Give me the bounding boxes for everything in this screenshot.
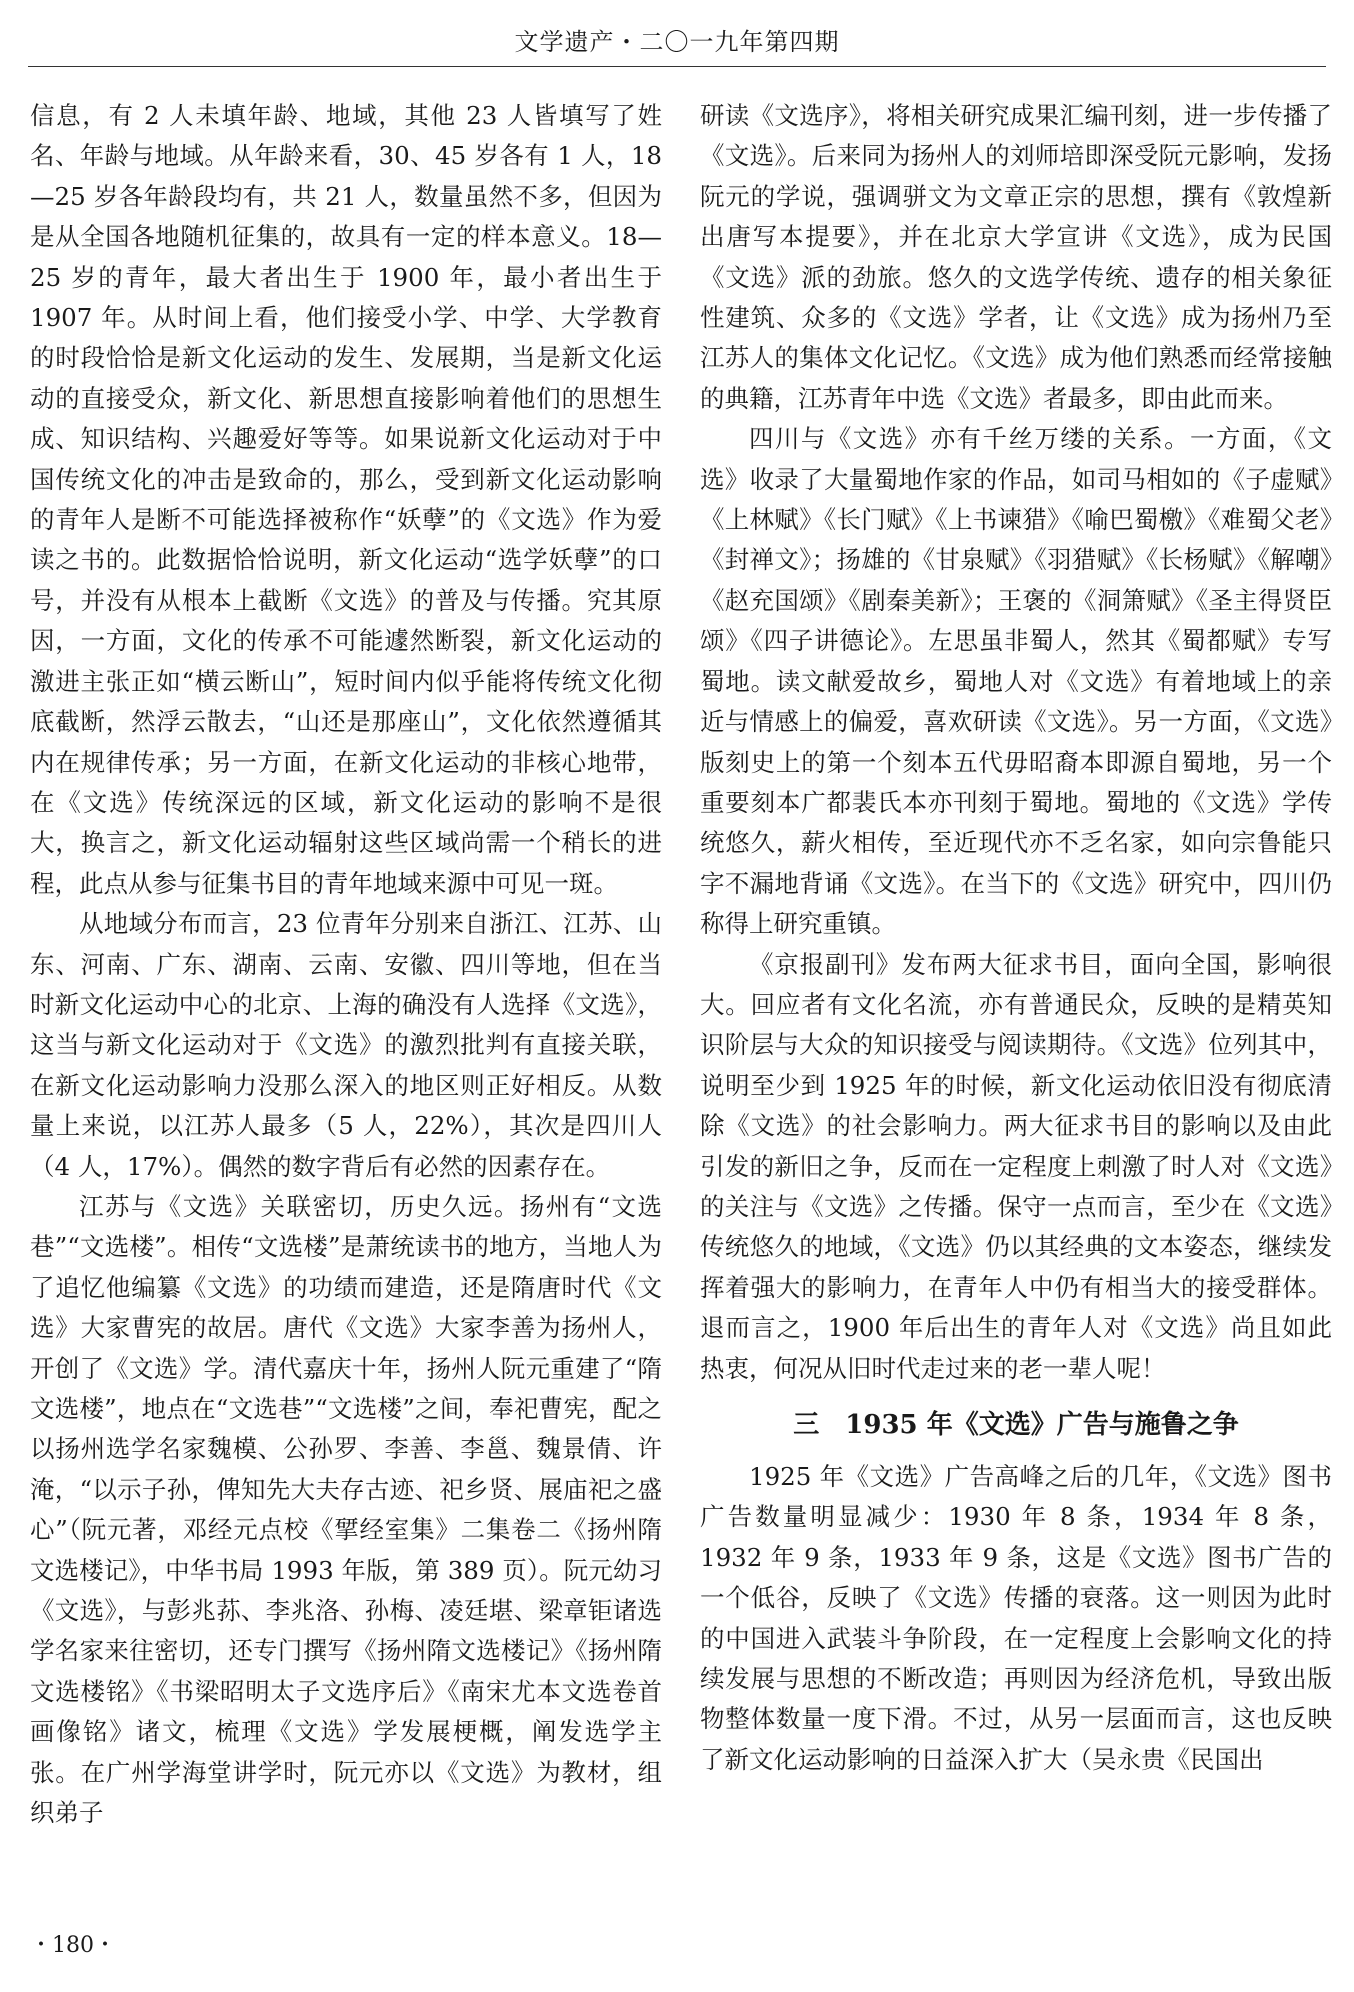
right-paragraph-3: 《京报副刊》发布两大征求书目，面向全国，影响很大。回应者有文化名流，亦有普通民众，反映的是精英知识阶层与大众的知识接受与阅读期待。《文选》位列其中，说明至少到 1925 年的时候，新文化运动依旧没有彻底清除《文选》的社会影响力。两大征求书目的影响以及由此引发的新旧之争，反而在一定程度上刺激了时人对《文选》的关注与《文选》之传播。保守一点而言，至少在《文选》传统悠久的地域，《文选》仍以其经典的文本姿态，继续发挥着强大的影响力，在青年人中仍有相当大的接受群体。退而言之，1900 年后出生的青年人对《文选》尚且如此热衷，何况从旧时代走过来的老一辈人呢！ bbox=[700, 949, 1332, 1383]
right-paragraph-2: 四川与《文选》亦有千丝万缕的关系。一方面，《文选》收录了大量蜀地作家的作品，如司马相如的《子虚赋》《上林赋》《长门赋》《上书谏猎》《喻巴蜀檄》《难蜀父老》《封禅文》；扬雄的《甘泉赋》《羽猎赋》《长杨赋》《解嘲》《赵充国颂》《剧秦美新》；王褒的《洞箫赋》《圣主得贤臣颂》《四子讲德论》。左思虽非蜀人，然其《蜀都赋》专写蜀地。读文献爱故乡，蜀地人对《文选》有着地域上的亲近与情感上的偏爱，喜欢研读《文选》。另一方面，《文选》版刻史上的第一个刻本五代毋昭裔本即源自蜀地，另一个重要刻本广都裴氏本亦刊刻于蜀地。蜀地的《文选》学传统悠久，薪火相传，至近现代亦不乏名家，如向宗鲁能只字不漏地背诵《文选》。在当下的《文选》研究中，四川仍称得上研究重镇。 bbox=[700, 424, 1332, 939]
left-paragraph-2: 从地域分布而言，23 位青年分别来自浙江、江苏、山东、河南、广东、湖南、云南、安徽、四川等地，但在当时新文化运动中心的北京、上海的确没有人选择《文选》，这当与新文化运动对于《文选》的激烈批判有直接关联，在新文化运动影响力没那么深入的地区则正好相反。从数量上来说，以江苏人最多（5 人，22%），其次是四川人（4 人，17%）。偶然的数字背后有必然的因素存在。 bbox=[30, 909, 662, 1181]
left-paragraph-3: 江苏与《文选》关联密切，历史久远。扬州有“文选巷”“文选楼”。相传“文选楼”是萧统读书的地方，当地人为了追忆他编纂《文选》的功绩而建造，还是隋唐时代《文选》大家曹宪的故居。唐代《文选》大家李善为扬州人，开创了《文选》学。清代嘉庆十年，扬州人阮元重建了“隋文选楼”，地点在“文选巷”“文选楼”之间，奉祀曹宪，配之以扬州选学名家魏模、公孙罗、李善、李邕、魏景倩、许淹，“以示子孙，俾知先大夫存古迹、祀乡贤、展庙祀之盛心”（阮元著，邓经元点校《揅经室集》二集卷二《扬州隋文选楼记》，中华书局 1993 年版，第 389 页）。阮元幼习《文选》，与彭兆荪、李兆洛、孙梅、凌廷堪、梁章钜诸选学名家来往密切，还专门撰写《扬州隋文选楼记》《扬州隋文选楼铭》《书梁昭明太子文选序后》《南宋尤本文选卷首画像铭》诸文，梳理《文选》学发展梗概，阐发选学主张。在广州学海堂讲学时，阮元亦以《文选》为教材，组织弟子 bbox=[30, 1191, 662, 1828]
left-paragraph-1: 信息，有 2 人未填年龄、地域，其他 23 人皆填写了姓名、年龄与地域。从年龄来看，30、45 岁各有 1 人，18—25 岁各年龄段均有，共 21 人，数量虽然不多，但因为是从全国各地随机征集的，故具有一定的样本意义。18—25 岁的青年，最大者出生于 1900 年，最小者出生于 1907 年。从时间上看，他们接受小学、中学、大学教育的时段恰恰是新文化运动的发生、发展期，当是新文化运动的直接受众，新文化、新思想直接影响着他们的思想生成、知识结构、兴趣爱好等等。如果说新文化运动对于中国传统文化的冲击是致命的，那么，受到新文化运动影响的青年人是断不可能选择被称作“妖孽”的《文选》作为爱读之书的。此数据恰恰说明，新文化运动“选学妖孽”的口号，并没有从根本上截断《文选》的普及与传播。究其原因，一方面，文化的传承不可能遽然断裂，新文化运动的激进主张正如“横云断山”，短时间内似乎能将传统文化彻底截断，然浮云散去，“山还是那座山”，文化依然遵循其内在规律传承；另一方面，在新文化运动的非核心地带，在《文选》传统深远的区域，新文化运动的影响不是很大，换言之，新文化运动辐射这些区域尚需一个稍长的进程，此点从参与征集书目的青年地域来源中可见一斑。 bbox=[30, 101, 662, 898]
running-head: 文学遗产・二〇一九年第四期 bbox=[514, 28, 840, 56]
left-column bbox=[30, 96, 662, 1833]
page-number: ・180・ bbox=[30, 1933, 116, 1958]
right-paragraph-1: 研读《文选序》，将相关研究成果汇编刊刻，进一步传播了《文选》。后来同为扬州人的刘师培即深受阮元影响，发扬阮元的学说，强调骈文为文章正宗的思想，撰有《敦煌新出唐写本提要》，并在北京大学宣讲《文选》，成为民国《文选》派的劲旅。悠久的文选学传统、遗存的相关象征性建筑、众多的《文选》学者，让《文选》成为扬州乃至江苏人的集体文化记忆。《文选》成为他们熟悉而经常接触的典籍，江苏青年中选《文选》者最多，即由此而来。 bbox=[700, 101, 1332, 413]
right-column bbox=[700, 96, 1332, 1780]
header-rule bbox=[28, 66, 1326, 67]
right-paragraph-4: 1925 年《文选》广告高峰之后的几年，《文选》图书广告数量明显减少：1930 年 8 条，1934 年 8 条，1932 年 9 条，1933 年 9 条，这是《文选》图书广告的一个低谷，反映了《文选》传播的衰落。这一则因为此时的中国进入武装斗争阶段，在一定程度上会影响文化的持续发展与思想的不断改造；再则因为经济危机，导致出版物整体数量一度下滑。不过，从另一层面而言，这也反映了新文化运动影响的日益深入扩大（吴永贵《民国出 bbox=[700, 1462, 1332, 1774]
section-heading: 三 1935 年《文选》广告与施鲁之争 bbox=[793, 1410, 1239, 1440]
